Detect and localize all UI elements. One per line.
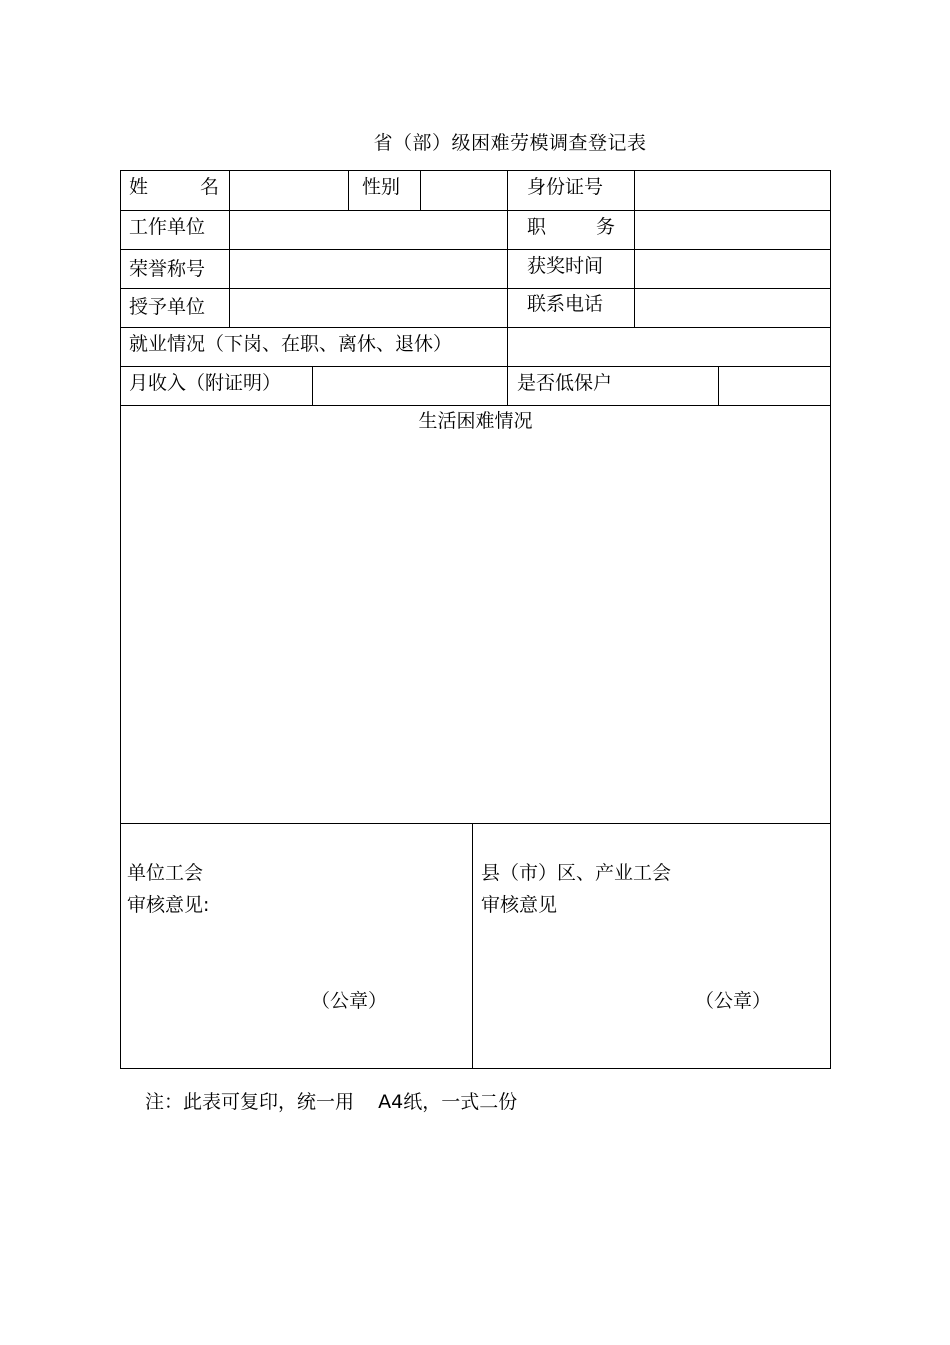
col-divider bbox=[420, 171, 421, 210]
page-title: 省（部）级困难劳模调查登记表 bbox=[373, 132, 647, 154]
id-number-field[interactable] bbox=[636, 171, 831, 210]
col-divider bbox=[634, 171, 635, 327]
grantor-field[interactable] bbox=[231, 289, 506, 327]
award-time-field[interactable] bbox=[636, 250, 831, 288]
workplace-field[interactable] bbox=[231, 211, 506, 249]
honor-title-label: 荣誉称号 bbox=[129, 258, 206, 280]
position-field[interactable] bbox=[636, 211, 831, 249]
county-union-label: 县（市）区、产业工会 bbox=[481, 862, 672, 884]
footnote: 注：此表可复印，统一用 A4纸，一式二份 bbox=[145, 1091, 518, 1113]
low-income-label: 是否低保户 bbox=[517, 372, 613, 394]
gender-label: 性别 bbox=[362, 176, 401, 198]
id-number-label: 身份证号 bbox=[527, 176, 604, 198]
col-divider bbox=[507, 171, 508, 405]
col-divider bbox=[348, 171, 349, 210]
unit-union-label: 单位工会 bbox=[127, 862, 204, 884]
employment-status-field[interactable] bbox=[509, 328, 831, 366]
county-review-label: 审核意见 bbox=[481, 894, 558, 916]
low-income-field[interactable] bbox=[720, 367, 831, 405]
col-divider bbox=[472, 823, 473, 1069]
phone-label: 联系电话 bbox=[527, 293, 604, 315]
monthly-income-field[interactable] bbox=[314, 367, 506, 405]
col-divider bbox=[718, 366, 719, 405]
county-seal-label: （公章） bbox=[695, 990, 772, 1012]
gender-field[interactable] bbox=[422, 171, 506, 210]
honor-title-field[interactable] bbox=[231, 250, 506, 288]
hardship-header: 生活困难情况 bbox=[418, 410, 533, 432]
unit-seal-label: （公章） bbox=[311, 990, 388, 1012]
employment-status-label: 就业情况（下岗、在职、离休、退休） bbox=[129, 333, 453, 355]
position-label: 职 务 bbox=[527, 216, 615, 238]
workplace-label: 工作单位 bbox=[129, 216, 206, 238]
hardship-field[interactable] bbox=[121, 436, 830, 822]
col-divider bbox=[312, 366, 313, 405]
unit-review-label: 审核意见: bbox=[127, 894, 210, 916]
col-divider bbox=[229, 171, 230, 327]
name-label: 姓 名 bbox=[129, 176, 219, 198]
registration-form bbox=[120, 170, 831, 1069]
award-time-label: 获奖时间 bbox=[527, 255, 604, 277]
phone-field[interactable] bbox=[636, 289, 831, 327]
monthly-income-label: 月收入（附证明） bbox=[129, 372, 282, 394]
row-divider bbox=[121, 405, 830, 406]
name-field[interactable] bbox=[231, 171, 347, 210]
grantor-label: 授予单位 bbox=[129, 296, 206, 318]
row-divider bbox=[121, 823, 830, 824]
